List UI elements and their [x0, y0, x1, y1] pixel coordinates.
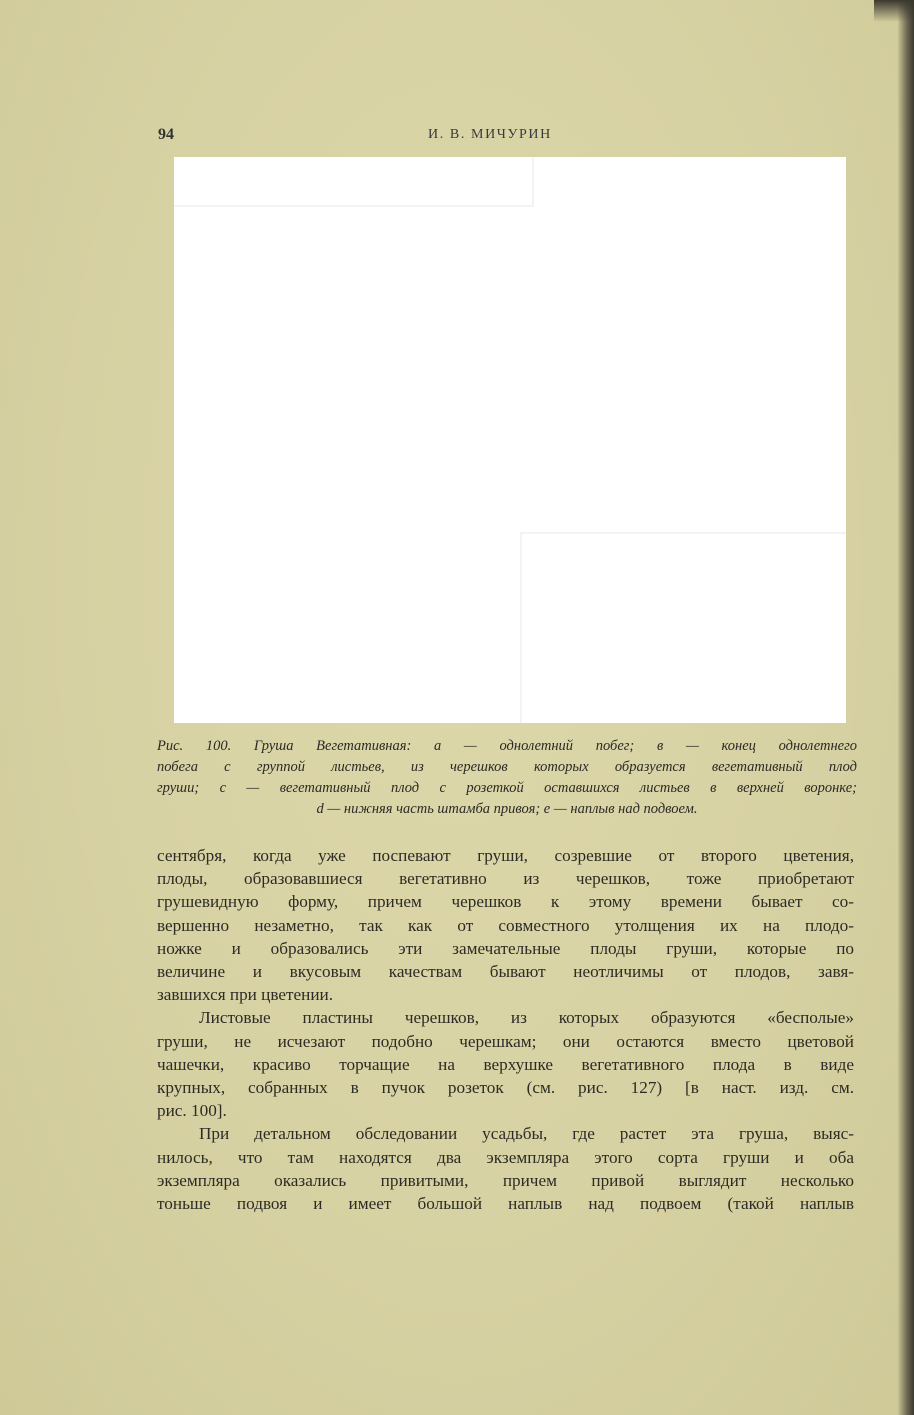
running-head: [158, 126, 848, 150]
text-line: плоды, образовавшиеся вегетативно из черешков, тоже приобретают: [157, 869, 854, 889]
text-line: нилось, что там находятся два экземпляра этого сорта груши и оба: [157, 1147, 854, 1167]
text-line: завшихся при цветении.: [157, 985, 334, 1005]
page-number: 94: [158, 126, 174, 143]
figure-caption: [157, 736, 857, 820]
caption-line: d — нижняя часть штамба привоя; е — наплыв над подвоем.: [316, 801, 698, 817]
text-line: сентября, когда уже поспевают груши, созревшие от второго цветения,: [157, 846, 854, 865]
page-corner-shadow: [874, 0, 914, 22]
figure-seam: [174, 205, 534, 207]
caption-line: груши; с — вегетативный плод с розеткой оставшихся листьев в верхней воронке;: [157, 780, 857, 796]
paragraph-first-line: Листовые пластины черешков, из которых образуются «бесполые»: [199, 1008, 854, 1028]
figure-seam: [520, 532, 846, 534]
page-edge-shadow: [898, 0, 914, 1415]
caption-line: Рис. 100. Груша Вегетативная: а — однолетний побег; в — конец однолетнего: [157, 738, 857, 754]
figure-placeholder: [174, 157, 846, 723]
text-line: величине и вкусовым качествам бывают неотличимы от плодов, завя-: [157, 962, 854, 982]
text-line: вершенно незаметно, так как от совместного утолщения их на плодо-: [157, 915, 854, 935]
text-line: ножке и образовались эти замечательные плоды груши, которые по: [157, 938, 854, 958]
body-text: [157, 844, 854, 1215]
figure-seam: [532, 157, 534, 207]
text-line: чашечки, красиво торчащие на верхушке вегетативного плода в виде: [157, 1054, 854, 1074]
text-line: экземпляра оказались привитыми, причем привой выглядит несколько: [157, 1170, 854, 1190]
text-line: рис. 100].: [157, 1101, 227, 1121]
text-line: тоньше подвоя и имеет большой наплыв над подвоем (такой наплыв: [157, 1194, 854, 1214]
text-line: грушевидную форму, причем черешков к этому времени бывает со-: [157, 892, 854, 912]
running-title: И. В. МИЧУРИН: [428, 127, 552, 142]
caption-line: побега с группой листьев, из черешков которых образуется вегетативный плод: [157, 759, 857, 775]
text-line: груши, не исчезают подобно черешкам; они остаются вместо цветовой: [157, 1031, 854, 1051]
figure-seam: [520, 532, 522, 723]
paragraph-first-line: При детальном обследовании усадьбы, где растет эта груша, выяс-: [199, 1124, 854, 1144]
text-line: крупных, собранных в пучок розеток (см. рис. 127) [в наст. изд. см.: [157, 1078, 854, 1098]
